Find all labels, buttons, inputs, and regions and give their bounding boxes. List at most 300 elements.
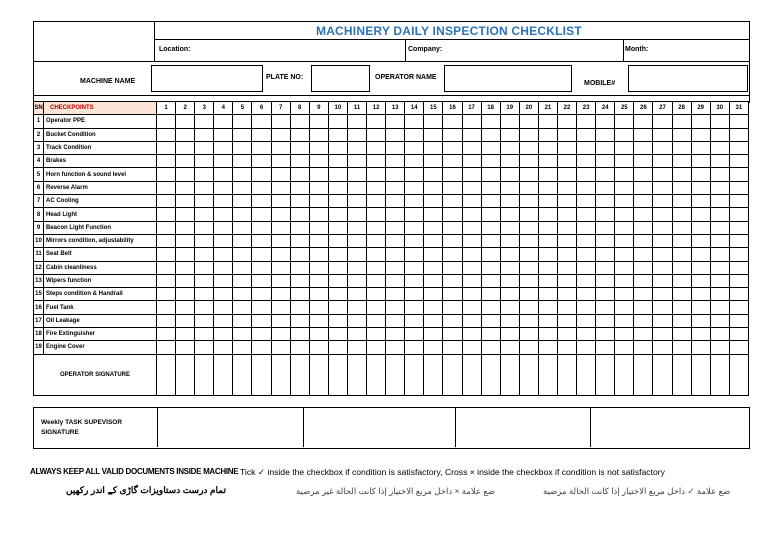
signature-cell[interactable] (615, 354, 634, 395)
check-cell[interactable] (443, 168, 462, 181)
check-cell[interactable] (252, 274, 271, 287)
check-cell[interactable] (557, 128, 576, 141)
check-cell[interactable] (176, 168, 195, 181)
check-cell[interactable] (596, 208, 615, 221)
check-cell[interactable] (347, 328, 366, 341)
check-cell[interactable] (519, 274, 538, 287)
check-cell[interactable] (538, 181, 557, 194)
check-cell[interactable] (710, 115, 729, 128)
check-cell[interactable] (634, 208, 653, 221)
check-cell[interactable] (557, 208, 576, 221)
check-cell[interactable] (443, 128, 462, 141)
signature-cell[interactable] (672, 354, 691, 395)
check-cell[interactable] (176, 248, 195, 261)
check-cell[interactable] (176, 195, 195, 208)
check-cell[interactable] (347, 221, 366, 234)
check-cell[interactable] (462, 248, 481, 261)
check-cell[interactable] (462, 341, 481, 354)
check-cell[interactable] (309, 341, 328, 354)
check-cell[interactable] (557, 195, 576, 208)
check-cell[interactable] (653, 274, 672, 287)
check-cell[interactable] (157, 288, 176, 301)
check-cell[interactable] (710, 221, 729, 234)
check-cell[interactable] (271, 261, 290, 274)
check-cell[interactable] (596, 115, 615, 128)
check-cell[interactable] (710, 288, 729, 301)
check-cell[interactable] (157, 141, 176, 154)
check-cell[interactable] (462, 168, 481, 181)
supervisor-sign-box-2[interactable] (304, 408, 454, 446)
check-cell[interactable] (500, 115, 519, 128)
check-cell[interactable] (443, 141, 462, 154)
check-cell[interactable] (347, 341, 366, 354)
check-cell[interactable] (424, 301, 443, 314)
check-cell[interactable] (195, 328, 214, 341)
check-cell[interactable] (672, 208, 691, 221)
check-cell[interactable] (462, 221, 481, 234)
check-cell[interactable] (290, 261, 309, 274)
check-cell[interactable] (405, 141, 424, 154)
check-cell[interactable] (729, 328, 748, 341)
check-cell[interactable] (347, 181, 366, 194)
check-cell[interactable] (615, 328, 634, 341)
check-cell[interactable] (176, 115, 195, 128)
check-cell[interactable] (634, 288, 653, 301)
check-cell[interactable] (481, 341, 500, 354)
check-cell[interactable] (634, 115, 653, 128)
check-cell[interactable] (538, 314, 557, 327)
check-cell[interactable] (634, 261, 653, 274)
check-cell[interactable] (252, 248, 271, 261)
check-cell[interactable] (577, 314, 596, 327)
check-cell[interactable] (328, 314, 347, 327)
check-cell[interactable] (710, 181, 729, 194)
check-cell[interactable] (405, 221, 424, 234)
check-cell[interactable] (424, 248, 443, 261)
check-cell[interactable] (252, 115, 271, 128)
signature-cell[interactable] (538, 354, 557, 395)
check-cell[interactable] (233, 274, 252, 287)
check-cell[interactable] (729, 248, 748, 261)
check-cell[interactable] (309, 301, 328, 314)
check-cell[interactable] (519, 181, 538, 194)
check-cell[interactable] (577, 128, 596, 141)
check-cell[interactable] (176, 261, 195, 274)
check-cell[interactable] (557, 314, 576, 327)
check-cell[interactable] (538, 155, 557, 168)
check-cell[interactable] (634, 128, 653, 141)
check-cell[interactable] (596, 155, 615, 168)
check-cell[interactable] (443, 115, 462, 128)
check-cell[interactable] (653, 314, 672, 327)
check-cell[interactable] (252, 234, 271, 247)
check-cell[interactable] (557, 274, 576, 287)
check-cell[interactable] (729, 168, 748, 181)
check-cell[interactable] (157, 155, 176, 168)
check-cell[interactable] (328, 181, 347, 194)
check-cell[interactable] (672, 195, 691, 208)
check-cell[interactable] (519, 328, 538, 341)
check-cell[interactable] (596, 128, 615, 141)
check-cell[interactable] (176, 328, 195, 341)
check-cell[interactable] (500, 168, 519, 181)
check-cell[interactable] (424, 195, 443, 208)
check-cell[interactable] (443, 181, 462, 194)
check-cell[interactable] (577, 141, 596, 154)
check-cell[interactable] (405, 288, 424, 301)
check-cell[interactable] (386, 181, 405, 194)
check-cell[interactable] (347, 274, 366, 287)
check-cell[interactable] (653, 248, 672, 261)
signature-cell[interactable] (729, 354, 748, 395)
check-cell[interactable] (481, 314, 500, 327)
signature-cell[interactable] (519, 354, 538, 395)
check-cell[interactable] (443, 288, 462, 301)
check-cell[interactable] (195, 274, 214, 287)
check-cell[interactable] (729, 221, 748, 234)
check-cell[interactable] (386, 288, 405, 301)
check-cell[interactable] (367, 155, 386, 168)
check-cell[interactable] (538, 195, 557, 208)
check-cell[interactable] (157, 341, 176, 354)
check-cell[interactable] (176, 301, 195, 314)
check-cell[interactable] (347, 234, 366, 247)
check-cell[interactable] (710, 314, 729, 327)
check-cell[interactable] (710, 261, 729, 274)
check-cell[interactable] (672, 288, 691, 301)
check-cell[interactable] (615, 128, 634, 141)
check-cell[interactable] (214, 314, 233, 327)
check-cell[interactable] (157, 168, 176, 181)
check-cell[interactable] (519, 248, 538, 261)
check-cell[interactable] (271, 128, 290, 141)
check-cell[interactable] (195, 208, 214, 221)
check-cell[interactable] (214, 141, 233, 154)
mobile-field[interactable] (628, 65, 748, 92)
check-cell[interactable] (233, 248, 252, 261)
check-cell[interactable] (252, 341, 271, 354)
check-cell[interactable] (443, 221, 462, 234)
check-cell[interactable] (405, 115, 424, 128)
check-cell[interactable] (729, 314, 748, 327)
check-cell[interactable] (672, 181, 691, 194)
check-cell[interactable] (195, 141, 214, 154)
check-cell[interactable] (309, 328, 328, 341)
check-cell[interactable] (691, 168, 710, 181)
check-cell[interactable] (634, 155, 653, 168)
check-cell[interactable] (691, 115, 710, 128)
check-cell[interactable] (691, 261, 710, 274)
check-cell[interactable] (290, 234, 309, 247)
check-cell[interactable] (367, 328, 386, 341)
check-cell[interactable] (214, 155, 233, 168)
check-cell[interactable] (233, 115, 252, 128)
check-cell[interactable] (214, 115, 233, 128)
check-cell[interactable] (672, 128, 691, 141)
check-cell[interactable] (443, 341, 462, 354)
check-cell[interactable] (386, 328, 405, 341)
check-cell[interactable] (596, 328, 615, 341)
check-cell[interactable] (653, 341, 672, 354)
check-cell[interactable] (252, 195, 271, 208)
check-cell[interactable] (653, 328, 672, 341)
check-cell[interactable] (309, 221, 328, 234)
check-cell[interactable] (519, 168, 538, 181)
signature-cell[interactable] (386, 354, 405, 395)
check-cell[interactable] (729, 261, 748, 274)
check-cell[interactable] (443, 208, 462, 221)
check-cell[interactable] (290, 314, 309, 327)
check-cell[interactable] (328, 128, 347, 141)
check-cell[interactable] (176, 341, 195, 354)
check-cell[interactable] (577, 168, 596, 181)
check-cell[interactable] (347, 261, 366, 274)
check-cell[interactable] (500, 261, 519, 274)
check-cell[interactable] (538, 248, 557, 261)
check-cell[interactable] (577, 301, 596, 314)
check-cell[interactable] (233, 128, 252, 141)
check-cell[interactable] (424, 128, 443, 141)
check-cell[interactable] (519, 234, 538, 247)
check-cell[interactable] (481, 141, 500, 154)
check-cell[interactable] (405, 341, 424, 354)
check-cell[interactable] (176, 314, 195, 327)
check-cell[interactable] (653, 301, 672, 314)
check-cell[interactable] (481, 115, 500, 128)
check-cell[interactable] (691, 221, 710, 234)
check-cell[interactable] (252, 301, 271, 314)
check-cell[interactable] (252, 128, 271, 141)
check-cell[interactable] (500, 328, 519, 341)
check-cell[interactable] (214, 274, 233, 287)
check-cell[interactable] (386, 128, 405, 141)
check-cell[interactable] (157, 115, 176, 128)
signature-cell[interactable] (596, 354, 615, 395)
check-cell[interactable] (386, 234, 405, 247)
check-cell[interactable] (557, 234, 576, 247)
check-cell[interactable] (500, 248, 519, 261)
check-cell[interactable] (615, 341, 634, 354)
signature-cell[interactable] (577, 354, 596, 395)
check-cell[interactable] (443, 261, 462, 274)
check-cell[interactable] (500, 208, 519, 221)
check-cell[interactable] (367, 274, 386, 287)
check-cell[interactable] (233, 234, 252, 247)
check-cell[interactable] (271, 314, 290, 327)
check-cell[interactable] (233, 141, 252, 154)
check-cell[interactable] (538, 341, 557, 354)
check-cell[interactable] (710, 208, 729, 221)
check-cell[interactable] (481, 248, 500, 261)
check-cell[interactable] (214, 221, 233, 234)
check-cell[interactable] (500, 301, 519, 314)
check-cell[interactable] (653, 261, 672, 274)
check-cell[interactable] (367, 301, 386, 314)
check-cell[interactable] (596, 195, 615, 208)
check-cell[interactable] (538, 328, 557, 341)
check-cell[interactable] (557, 288, 576, 301)
check-cell[interactable] (729, 128, 748, 141)
signature-cell[interactable] (405, 354, 424, 395)
check-cell[interactable] (481, 155, 500, 168)
check-cell[interactable] (157, 261, 176, 274)
check-cell[interactable] (309, 168, 328, 181)
check-cell[interactable] (309, 155, 328, 168)
check-cell[interactable] (424, 115, 443, 128)
check-cell[interactable] (691, 301, 710, 314)
check-cell[interactable] (481, 195, 500, 208)
check-cell[interactable] (328, 248, 347, 261)
check-cell[interactable] (157, 328, 176, 341)
check-cell[interactable] (405, 274, 424, 287)
check-cell[interactable] (290, 301, 309, 314)
check-cell[interactable] (691, 155, 710, 168)
check-cell[interactable] (328, 141, 347, 154)
check-cell[interactable] (462, 301, 481, 314)
check-cell[interactable] (405, 181, 424, 194)
check-cell[interactable] (290, 208, 309, 221)
check-cell[interactable] (481, 274, 500, 287)
signature-cell[interactable] (157, 354, 176, 395)
check-cell[interactable] (214, 128, 233, 141)
check-cell[interactable] (367, 234, 386, 247)
check-cell[interactable] (271, 208, 290, 221)
check-cell[interactable] (405, 261, 424, 274)
check-cell[interactable] (195, 288, 214, 301)
check-cell[interactable] (538, 261, 557, 274)
check-cell[interactable] (214, 234, 233, 247)
check-cell[interactable] (443, 314, 462, 327)
check-cell[interactable] (195, 155, 214, 168)
check-cell[interactable] (443, 234, 462, 247)
check-cell[interactable] (672, 341, 691, 354)
check-cell[interactable] (424, 181, 443, 194)
check-cell[interactable] (271, 301, 290, 314)
check-cell[interactable] (500, 341, 519, 354)
check-cell[interactable] (462, 128, 481, 141)
check-cell[interactable] (347, 141, 366, 154)
check-cell[interactable] (519, 221, 538, 234)
check-cell[interactable] (405, 314, 424, 327)
check-cell[interactable] (386, 155, 405, 168)
check-cell[interactable] (271, 168, 290, 181)
check-cell[interactable] (290, 195, 309, 208)
check-cell[interactable] (538, 234, 557, 247)
check-cell[interactable] (443, 274, 462, 287)
check-cell[interactable] (538, 128, 557, 141)
check-cell[interactable] (214, 261, 233, 274)
check-cell[interactable] (367, 208, 386, 221)
check-cell[interactable] (615, 115, 634, 128)
check-cell[interactable] (538, 168, 557, 181)
check-cell[interactable] (386, 115, 405, 128)
check-cell[interactable] (538, 208, 557, 221)
check-cell[interactable] (653, 115, 672, 128)
check-cell[interactable] (195, 314, 214, 327)
check-cell[interactable] (424, 234, 443, 247)
signature-cell[interactable] (424, 354, 443, 395)
signature-cell[interactable] (462, 354, 481, 395)
check-cell[interactable] (729, 181, 748, 194)
check-cell[interactable] (672, 141, 691, 154)
check-cell[interactable] (500, 155, 519, 168)
check-cell[interactable] (405, 128, 424, 141)
check-cell[interactable] (615, 168, 634, 181)
check-cell[interactable] (557, 248, 576, 261)
check-cell[interactable] (634, 168, 653, 181)
check-cell[interactable] (157, 208, 176, 221)
check-cell[interactable] (252, 155, 271, 168)
check-cell[interactable] (634, 181, 653, 194)
check-cell[interactable] (176, 155, 195, 168)
check-cell[interactable] (443, 248, 462, 261)
check-cell[interactable] (252, 181, 271, 194)
check-cell[interactable] (653, 155, 672, 168)
check-cell[interactable] (157, 128, 176, 141)
check-cell[interactable] (519, 155, 538, 168)
check-cell[interactable] (328, 301, 347, 314)
check-cell[interactable] (672, 234, 691, 247)
check-cell[interactable] (309, 248, 328, 261)
check-cell[interactable] (405, 301, 424, 314)
check-cell[interactable] (233, 261, 252, 274)
check-cell[interactable] (424, 221, 443, 234)
check-cell[interactable] (634, 328, 653, 341)
check-cell[interactable] (557, 155, 576, 168)
check-cell[interactable] (309, 115, 328, 128)
check-cell[interactable] (653, 221, 672, 234)
check-cell[interactable] (195, 221, 214, 234)
check-cell[interactable] (157, 221, 176, 234)
check-cell[interactable] (481, 128, 500, 141)
signature-cell[interactable] (252, 354, 271, 395)
check-cell[interactable] (577, 115, 596, 128)
check-cell[interactable] (672, 274, 691, 287)
check-cell[interactable] (538, 274, 557, 287)
check-cell[interactable] (405, 328, 424, 341)
check-cell[interactable] (500, 288, 519, 301)
check-cell[interactable] (672, 248, 691, 261)
check-cell[interactable] (691, 248, 710, 261)
check-cell[interactable] (577, 274, 596, 287)
check-cell[interactable] (672, 328, 691, 341)
check-cell[interactable] (462, 141, 481, 154)
check-cell[interactable] (157, 234, 176, 247)
check-cell[interactable] (596, 221, 615, 234)
check-cell[interactable] (481, 181, 500, 194)
check-cell[interactable] (195, 115, 214, 128)
check-cell[interactable] (271, 274, 290, 287)
check-cell[interactable] (462, 274, 481, 287)
check-cell[interactable] (557, 261, 576, 274)
check-cell[interactable] (347, 168, 366, 181)
check-cell[interactable] (405, 248, 424, 261)
check-cell[interactable] (615, 234, 634, 247)
check-cell[interactable] (519, 341, 538, 354)
check-cell[interactable] (500, 128, 519, 141)
check-cell[interactable] (653, 168, 672, 181)
check-cell[interactable] (176, 181, 195, 194)
machine-name-field[interactable] (151, 65, 263, 92)
check-cell[interactable] (653, 234, 672, 247)
check-cell[interactable] (634, 301, 653, 314)
check-cell[interactable] (347, 195, 366, 208)
check-cell[interactable] (500, 234, 519, 247)
check-cell[interactable] (481, 328, 500, 341)
check-cell[interactable] (233, 181, 252, 194)
check-cell[interactable] (691, 234, 710, 247)
check-cell[interactable] (252, 328, 271, 341)
